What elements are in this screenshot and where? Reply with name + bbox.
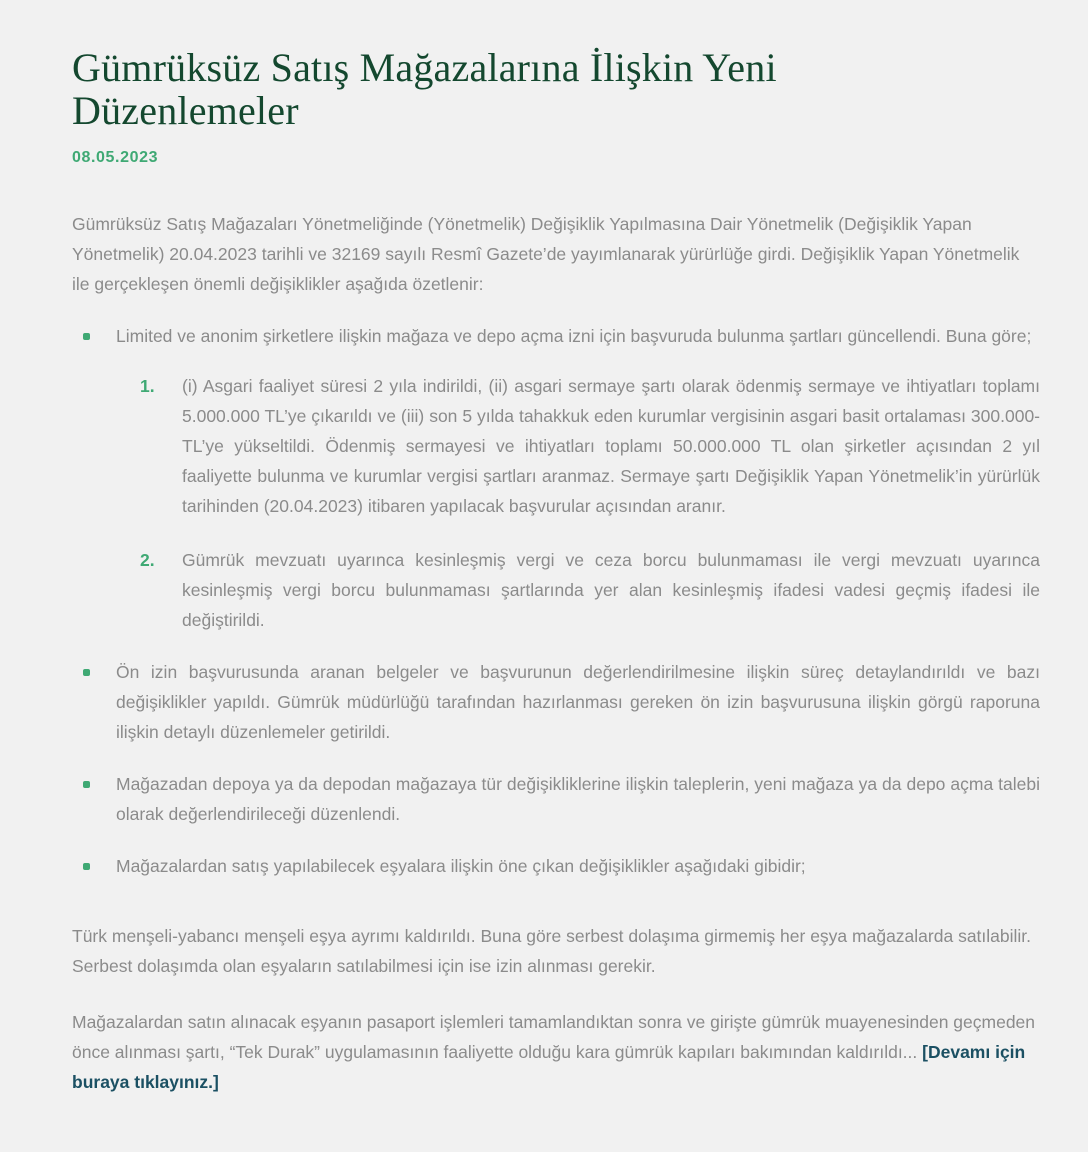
- numbered-sub-list: [140, 371, 1040, 635]
- list-item: [72, 657, 1040, 747]
- numbered-item-text: (i) Asgari faaliyet süresi 2 yıla indirildi, (ii) asgari sermaye şartı olarak ödenmiş sermaye ve ihtiyatları toplamı 5.000.000 TL’ye çıkarıldı ve (iii) son 5 yılda tahakkuk eden kurumlar vergisinin asgari basit ortalaması 300.000-TL’ye yükseltildi. Ödenmiş sermayesi ve ihtiyatları toplamı 50.000.000 TL olan şirketler açısından 2 yıl faaliyette bulunma ve kurumlar vergisi şartları aranmaz. Sermaye şartı Değişiklik Yapan Yönetmelik’in yürürlük tarihinden (20.04.2023) itibaren yapılacak başvurular açısından aranır.: [182, 376, 1040, 517]
- article-container: [72, 46, 1040, 1097]
- bullet-item-text: Ön izin başvurusunda aranan belgeler ve başvurunun değerlendirilmesine ilişkin süreç detaylandırıldı ve bazı değişiklikler yapıldı. Gümrük müdürlüğü tarafından hazırlanması gereken ön izin başvurusuna ilişkin görgü raporuna ilişkin detaylı düzenlemeler getirildi.: [116, 662, 1040, 743]
- bullet-item-text: Mağazadan depoya ya da depodan mağazaya tür değişikliklerine ilişkin taleplerin, yeni mağaza ya da depo açma talebi olarak değerlendirileceği düzenlendi.: [116, 774, 1040, 825]
- numbered-list-item: [140, 371, 1040, 521]
- list-item: [72, 321, 1040, 635]
- publish-date: 08.05.2023: [72, 149, 159, 167]
- bullet-dot-icon: [83, 669, 90, 676]
- numbered-marker: 2.: [140, 550, 155, 571]
- bullet-dot-icon: [83, 333, 90, 340]
- list-item: [72, 769, 1040, 829]
- nested-list-wrapper: [116, 371, 1040, 635]
- closing-paragraph-2-text: Mağazalardan satın alınacak eşyanın pasaport işlemleri tamamlandıktan sonra ve girişte gümrük muayenesinden geçmeden önce alınması şartı, “Tek Durak” uygulamasının faaliyette olduğu kara gümrük kapıları bakımından kaldırıldı...: [72, 1012, 1036, 1063]
- numbered-item-text: Gümrük mevzuatı uyarınca kesinleşmiş vergi ve ceza borcu bulunmaması ile vergi mevzuatı uyarınca kesinleşmiş vergi borcu bulunmaması şartlarında yer alan kesinleşmiş ifadesi vadesi geçmiş ifadesi ile değiştirildi.: [182, 550, 1040, 631]
- bullet-dot-icon: [83, 863, 90, 870]
- bullet-dot-icon: [83, 781, 90, 788]
- bullet-item-text: Mağazalardan satış yapılabilecek eşyalara ilişkin öne çıkan değişiklikler aşağıdaki gibidir;: [116, 856, 806, 877]
- page-title: Gümrüksüz Satış Mağazalarına İlişkin Yeni Düzenlemeler: [72, 45, 777, 134]
- numbered-list-item: [140, 545, 1040, 635]
- closing-paragraph-2: [72, 981, 1040, 1097]
- summary-bullet-list: [72, 321, 1040, 881]
- intro-paragraph: Gümrüksüz Satış Mağazaları Yönetmeliğinde (Yönetmelik) Değişiklik Yapılmasına Dair Yönetmelik (Değişiklik Yapan Yönetmelik) 20.04.2023 tarihli ve 32169 sayılı Resmî Gazete’de yayımlanarak yürürlüğe girdi. Değişiklik Yapan Yönetmelik ile gerçekleşen önemli değişiklikler aşağıda özetlenir:: [72, 214, 1020, 295]
- numbered-marker: 1.: [140, 376, 155, 397]
- list-item: [72, 851, 1040, 881]
- bullet-item-text: Limited ve anonim şirketlere ilişkin mağaza ve depo açma izni için başvuruda bulunma şartları güncellendi. Buna göre;: [116, 326, 1032, 347]
- closing-paragraph-1: Türk menşeli-yabancı menşeli eşya ayrımı kaldırıldı. Buna göre serbest dolaşıma girmemiş her eşya mağazalarda satılabilir. Serbest dolaşımda olan eşyaların satılabilmesi için ise izin alınması gerekir.: [72, 926, 1032, 977]
- read-more-link[interactable]: [Devamı için buraya tıklayınız.]: [72, 1042, 1026, 1093]
